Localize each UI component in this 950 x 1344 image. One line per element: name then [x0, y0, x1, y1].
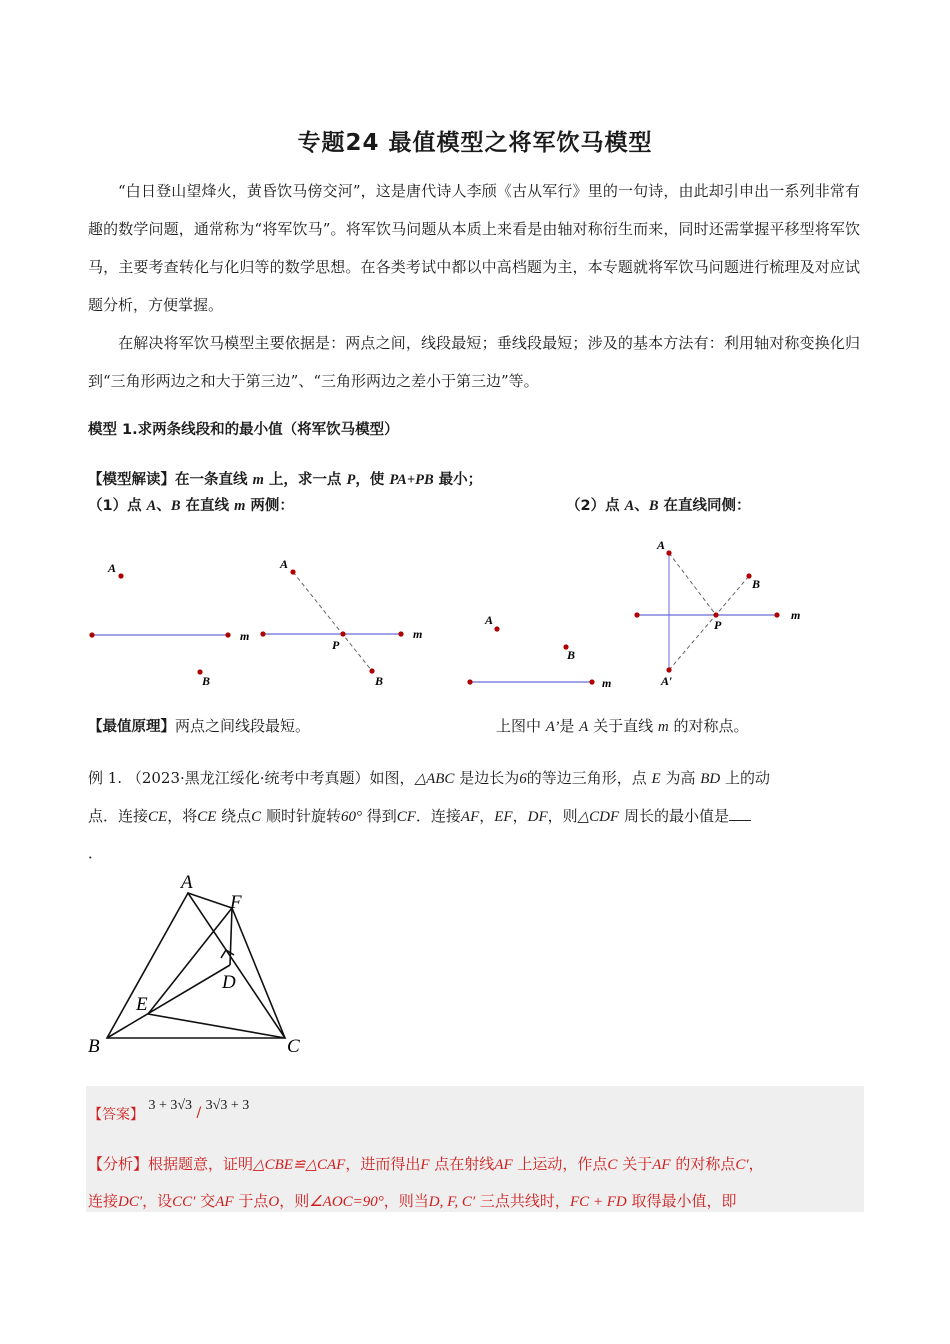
point [467, 679, 472, 684]
point-a [666, 550, 671, 555]
point-p [340, 631, 345, 636]
point [774, 612, 779, 617]
reflection-note: 上图中 A’是 A 关于直线 m 的对称点。 [496, 717, 749, 735]
label-a-prime: A′ [661, 674, 673, 688]
label-p: P [714, 618, 722, 632]
triangle-abc [107, 893, 285, 1038]
figure-same-side-solution [634, 538, 800, 688]
segment-af [188, 893, 232, 908]
example1-line2: 点．连接CE，将CE 绕点C 顺时针旋转60° 得到CF．连接AF，EF，DF，则△CDF 周长的最小值是 [88, 805, 751, 826]
label-b: B [375, 674, 384, 688]
label-m: m [791, 608, 801, 622]
model-interpretation: 【模型解读】在一条直线 m 上，求一点 P，使 PA+PB 最小； [88, 472, 483, 488]
example1-figure [80, 868, 310, 1058]
point [634, 612, 639, 617]
point-a [118, 573, 123, 578]
label-b: B [752, 577, 761, 591]
point-b [746, 573, 751, 578]
label-p: P [332, 638, 340, 652]
point [225, 632, 230, 637]
analysis-line2: 连接DC′，设CC′ 交AF 于点O，则∠AOC=90°，则当D, F, C′ 三点共线时，FC + FD 取得最小值，即 [88, 1192, 737, 1210]
label-b: B [88, 1036, 100, 1057]
figure-opposite-sides-solution [260, 557, 422, 688]
label-c: C [287, 1036, 300, 1057]
point-a-prime [666, 667, 671, 672]
model1-heading: 模型 1.求两条线段和的最小值（将军饮马模型） [88, 422, 399, 438]
label-d: D [222, 972, 236, 993]
case1-label: （1）点 A、B 在直线 m 两侧： [88, 498, 294, 514]
label-m: m [240, 629, 250, 643]
label-a: A [657, 538, 666, 552]
point [89, 632, 94, 637]
right-angle-mark [221, 950, 234, 958]
segment-aprime-b [669, 576, 749, 670]
answer-value-2: 3√3 + 3 [205, 1098, 250, 1113]
segment-ab [293, 572, 372, 671]
example1-line1: 例 1. （2023·黑龙江绥化·统考中考真题）如图，△ABC 是边长为6的等边三角形，点 E 为高 BD 上的动 [88, 769, 770, 787]
point-a [494, 626, 499, 631]
segment-ef [148, 908, 232, 1014]
page-title: 专题24 最值模型之将军饮马模型 [297, 130, 653, 156]
answer-blank [729, 806, 751, 821]
segment-fc [232, 908, 285, 1038]
point [589, 679, 594, 684]
label-a: A [108, 561, 117, 575]
segment-df [230, 908, 232, 965]
case2-label: （2）点 A、B 在直线同侧： [566, 498, 751, 514]
label-a: A [485, 613, 494, 627]
figure-same-side [467, 613, 611, 690]
point-b [369, 668, 374, 673]
model-diagrams [0, 530, 950, 700]
intro-paragraph-1: “白日登山望烽火，黄昏饮马傍交河”，这是唐代诗人李颀《古从军行》里的一句诗，由此却引申出一系列非常有趣的数学问题，通常称为“将军饮马”。将军饮马问题从本质上来看是由轴对称衍生而来，同时还需掌握平移型将军饮马，主要考查转化与化归等的数学思想。在各类考试中都以中高档题为主，本专题就将军饮马问题进行梳理及对应试题分析，方便掌握。 [88, 182, 860, 314]
label-a: A [280, 557, 289, 571]
label-e: E [136, 994, 148, 1015]
segment-ec [148, 1014, 285, 1038]
label-f: F [230, 892, 242, 913]
figure-opposite-sides [89, 561, 249, 688]
point [260, 631, 265, 636]
answer-value-1: 3 + 3√3 [148, 1098, 193, 1113]
example1-line3: ． [88, 844, 104, 862]
analysis-line1: 【分析】根据题意，证明△CBE≌△CAF，进而得出F 点在射线AF 上运动，作点C 关于AF 的对称点C′， [88, 1155, 764, 1173]
point [398, 631, 403, 636]
altitude-bd [107, 965, 230, 1038]
label-b: B [567, 648, 576, 662]
answer-line: 【答案】 3 + 3√3 / 3√3 + 3 [88, 1098, 250, 1123]
label-a: A [181, 872, 193, 893]
answer-separator: / [196, 1105, 202, 1121]
label-m: m [413, 627, 423, 641]
intro-paragraph-2: 在解决将军饮马模型主要依据是：两点之间，线段最短；垂线段最短；涉及的基本方法有：利用轴对称变换化归到“三角形两边之和大于第三边”、“三角形两边之差小于第三边”等。 [88, 334, 860, 390]
point-p [713, 612, 718, 617]
point-a [290, 569, 295, 574]
label-m: m [602, 676, 612, 690]
label-b: B [202, 674, 211, 688]
segment-ap [669, 553, 716, 615]
principle-line: 【最值原理】两点之间线段最短。 [88, 717, 311, 735]
